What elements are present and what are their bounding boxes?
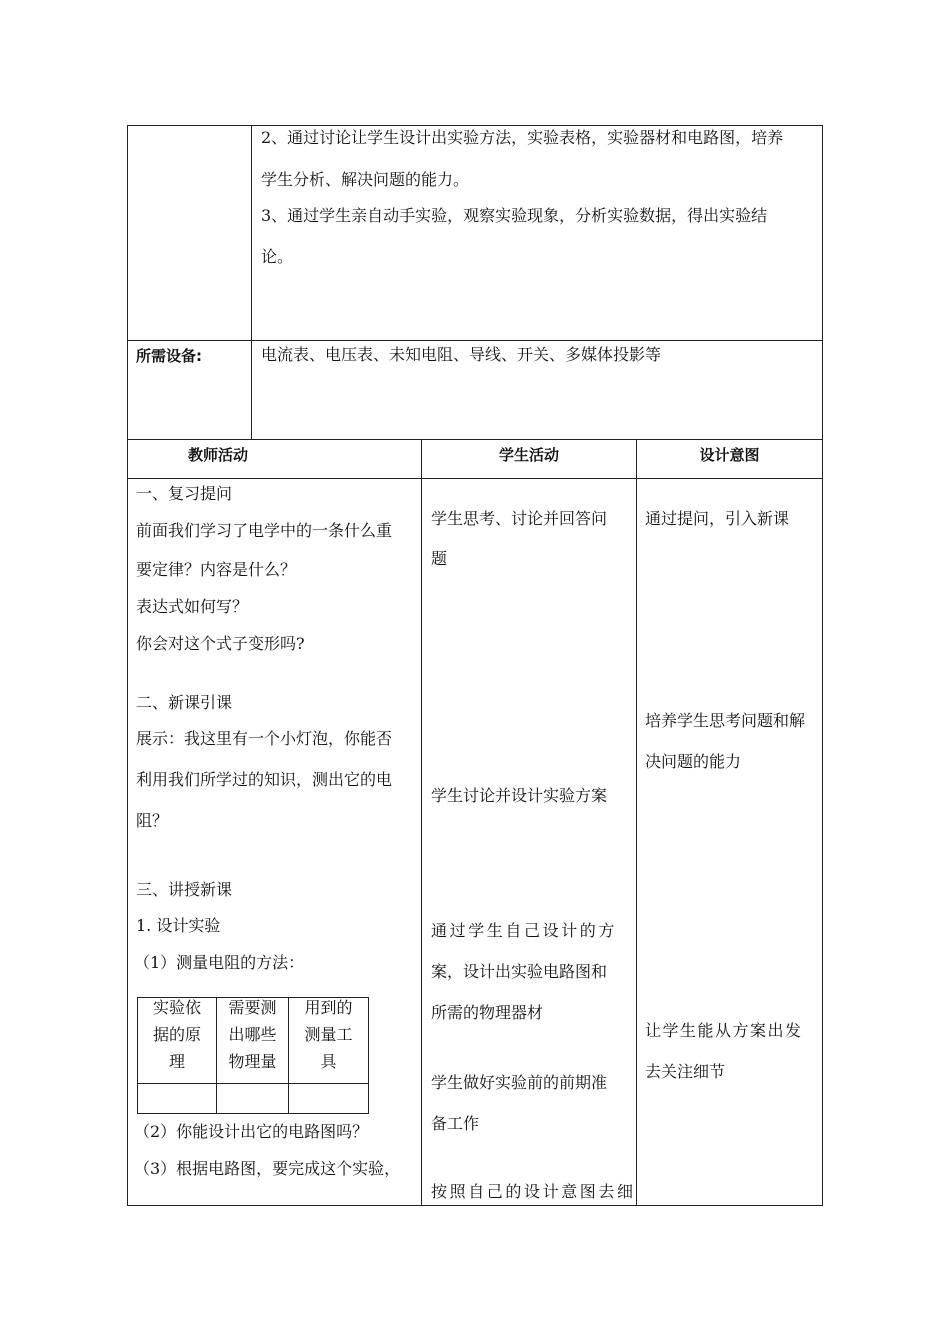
teacher-s1-title: 一、复习提问 (136, 484, 233, 503)
student-a2: 学生讨论并设计实验方案 (431, 786, 608, 805)
objective-2-line1: 2、通过讨论让学生设计出实验方法，实验表格，实验器材和电路图，培养 (261, 128, 784, 147)
row-divider-3 (127, 478, 823, 479)
student-a4-line2: 备工作 (431, 1114, 480, 1133)
teacher-s3-sub1: 1. 设计实验 (136, 916, 221, 935)
inner-col3-line3: 具 (320, 1052, 337, 1071)
row-divider-1 (127, 340, 823, 341)
inner-col1-line3: 理 (168, 1052, 185, 1071)
header-design-intent: 设计意图 (699, 446, 760, 464)
row-divider-2 (127, 439, 823, 440)
teacher-s3-title: 三、讲授新课 (136, 880, 233, 899)
intent-i1: 通过提问，引入新课 (645, 509, 790, 528)
inner-col1-line1: 实验依 (152, 998, 201, 1017)
intent-i3-line1: 让学生能从方案出发 (645, 1021, 803, 1040)
inner-col2-line3: 物理量 (228, 1052, 277, 1071)
teacher-s3-q2: （2）你能设计出它的电路图吗？ (134, 1122, 369, 1141)
table-border-left (127, 125, 128, 1206)
intent-i3-line2: 去关注细节 (645, 1062, 726, 1081)
objective-3-line1: 3、通过学生亲自动手实验，观察实验现象，分析实验数据，得出实验结 (261, 206, 768, 225)
student-a3-line2: 案，设计出实验电路图和 (431, 962, 608, 981)
col-divider-student (636, 439, 637, 1206)
teacher-s2-title: 二、新课引课 (136, 693, 233, 712)
teacher-s1-line1: 前面我们学习了电学中的一条什么重 (136, 521, 393, 540)
inner-col2-line1: 需要测 (228, 998, 277, 1017)
teacher-s3-q1: （1）测量电阻的方法： (134, 953, 305, 972)
student-a3-line1: 通过学生自己设计的方 (431, 921, 618, 940)
inner-col2-line2: 出哪些 (228, 1025, 277, 1044)
equipment-label: 所需设备: (136, 347, 202, 365)
table-border-bottom (127, 1205, 823, 1206)
intent-i2-line1: 培养学生思考问题和解 (645, 711, 806, 730)
objective-2-line2: 学生分析、解决问题的能力。 (261, 170, 470, 189)
table-border-right (822, 125, 823, 1206)
student-a4-line1: 学生做好实验前的前期准 (431, 1073, 608, 1092)
student-a5: 按照自己的设计意图去细 (431, 1182, 636, 1201)
equipment-value: 电流表、电压表、未知电阻、导线、开关、多媒体投影等 (261, 345, 662, 364)
teacher-s2-line3: 阻？ (136, 811, 169, 830)
col-divider-teacher (421, 439, 422, 1206)
teacher-s1-line2: 要定律？内容是什么？ (136, 560, 297, 579)
teacher-s3-q3: （3）根据电路图，要完成这个实验， (134, 1159, 401, 1178)
student-a3-line3: 所需的物理器材 (431, 1003, 544, 1022)
teacher-s1-line3: 表达式如何写？ (136, 597, 249, 616)
top-col-divider (251, 125, 252, 439)
student-a1-line2: 题 (431, 549, 448, 568)
header-teacher-activity: 教师活动 (187, 446, 248, 464)
student-a1-line1: 学生思考、讨论并回答问 (431, 509, 608, 528)
header-student-activity: 学生活动 (498, 446, 559, 464)
inner-col3-line2: 测量工 (304, 1025, 353, 1044)
objective-3-line2: 论。 (261, 247, 294, 266)
inner-col3-line1: 用到的 (304, 998, 353, 1017)
intent-i2-line2: 决问题的能力 (645, 752, 742, 771)
table-border-top (127, 125, 823, 126)
teacher-s2-line2: 利用我们所学过的知识，测出它的电 (136, 770, 393, 789)
inner-col1-line2: 据的原 (152, 1025, 201, 1044)
teacher-s1-line4: 你会对这个式子变形吗? (136, 634, 305, 653)
inner-method-table (137, 997, 369, 1114)
teacher-s2-line1: 展示：我这里有一个小灯泡，你能否 (136, 729, 393, 748)
